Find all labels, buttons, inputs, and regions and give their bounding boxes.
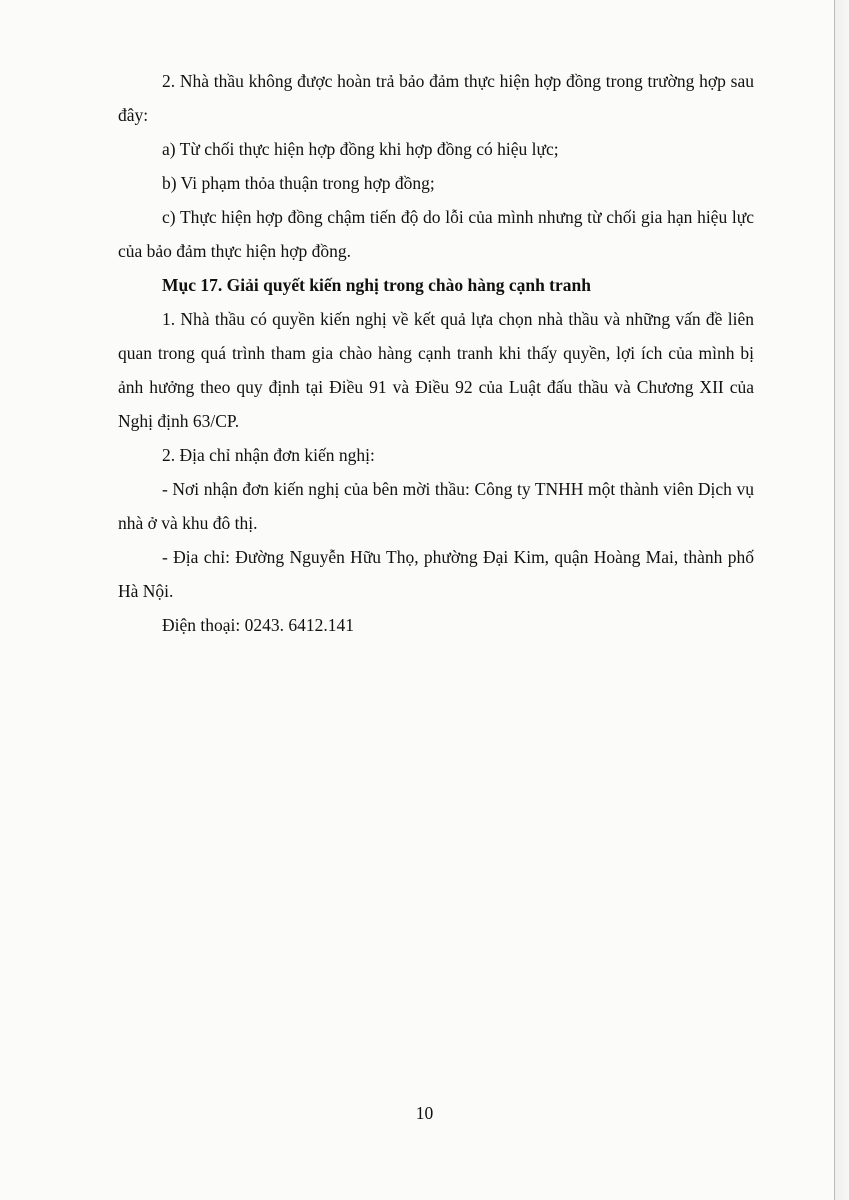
paragraph-phone: Điện thoại: 0243. 6412.141: [162, 615, 354, 635]
paragraph-address: - Địa chỉ: Đường Nguyễn Hữu Thọ, phường Đại Kim, quận Hoàng Mai, thành phố Hà Nội.: [118, 547, 754, 601]
page-edge-shadow: [835, 0, 849, 1200]
section-heading-muc-17: Mục 17. Giải quyết kiến nghị trong chào hàng cạnh tranh: [162, 275, 591, 295]
paragraph-recipient: - Nơi nhận đơn kiến nghị của bên mời thầu: Công ty TNHH một thành viên Dịch vụ nhà ở và khu đô thị.: [118, 479, 754, 533]
paragraph-item-c: c) Thực hiện hợp đồng chậm tiến độ do lỗi của mình nhưng từ chối gia hạn hiệu lực của bảo đảm thực hiện hợp đồng.: [118, 207, 754, 261]
paragraph-complaint-right: 1. Nhà thầu có quyền kiến nghị về kết quả lựa chọn nhà thầu và những vấn đề liên quan trong quá trình tham gia chào hàng cạnh tranh khi thấy quyền, lợi ích của mình bị ảnh hưởng theo quy định tại Điều 91 và Điều 92 của Luật đấu thầu và Chương XII của Nghị định 63/CP.: [118, 309, 754, 431]
page-edge-line: [834, 0, 835, 1200]
paragraph-clause-2: 2. Nhà thầu không được hoàn trả bảo đảm thực hiện hợp đồng trong trường hợp sau đây:: [118, 71, 754, 125]
document-body: [118, 64, 754, 642]
paragraph-address-heading: 2. Địa chỉ nhận đơn kiến nghị:: [162, 445, 375, 465]
paragraph-item-b: b) Vi phạm thỏa thuận trong hợp đồng;: [162, 173, 435, 193]
page-number: 10: [415, 1103, 434, 1123]
paragraph-item-a: a) Từ chối thực hiện hợp đồng khi hợp đồng có hiệu lực;: [162, 139, 559, 159]
